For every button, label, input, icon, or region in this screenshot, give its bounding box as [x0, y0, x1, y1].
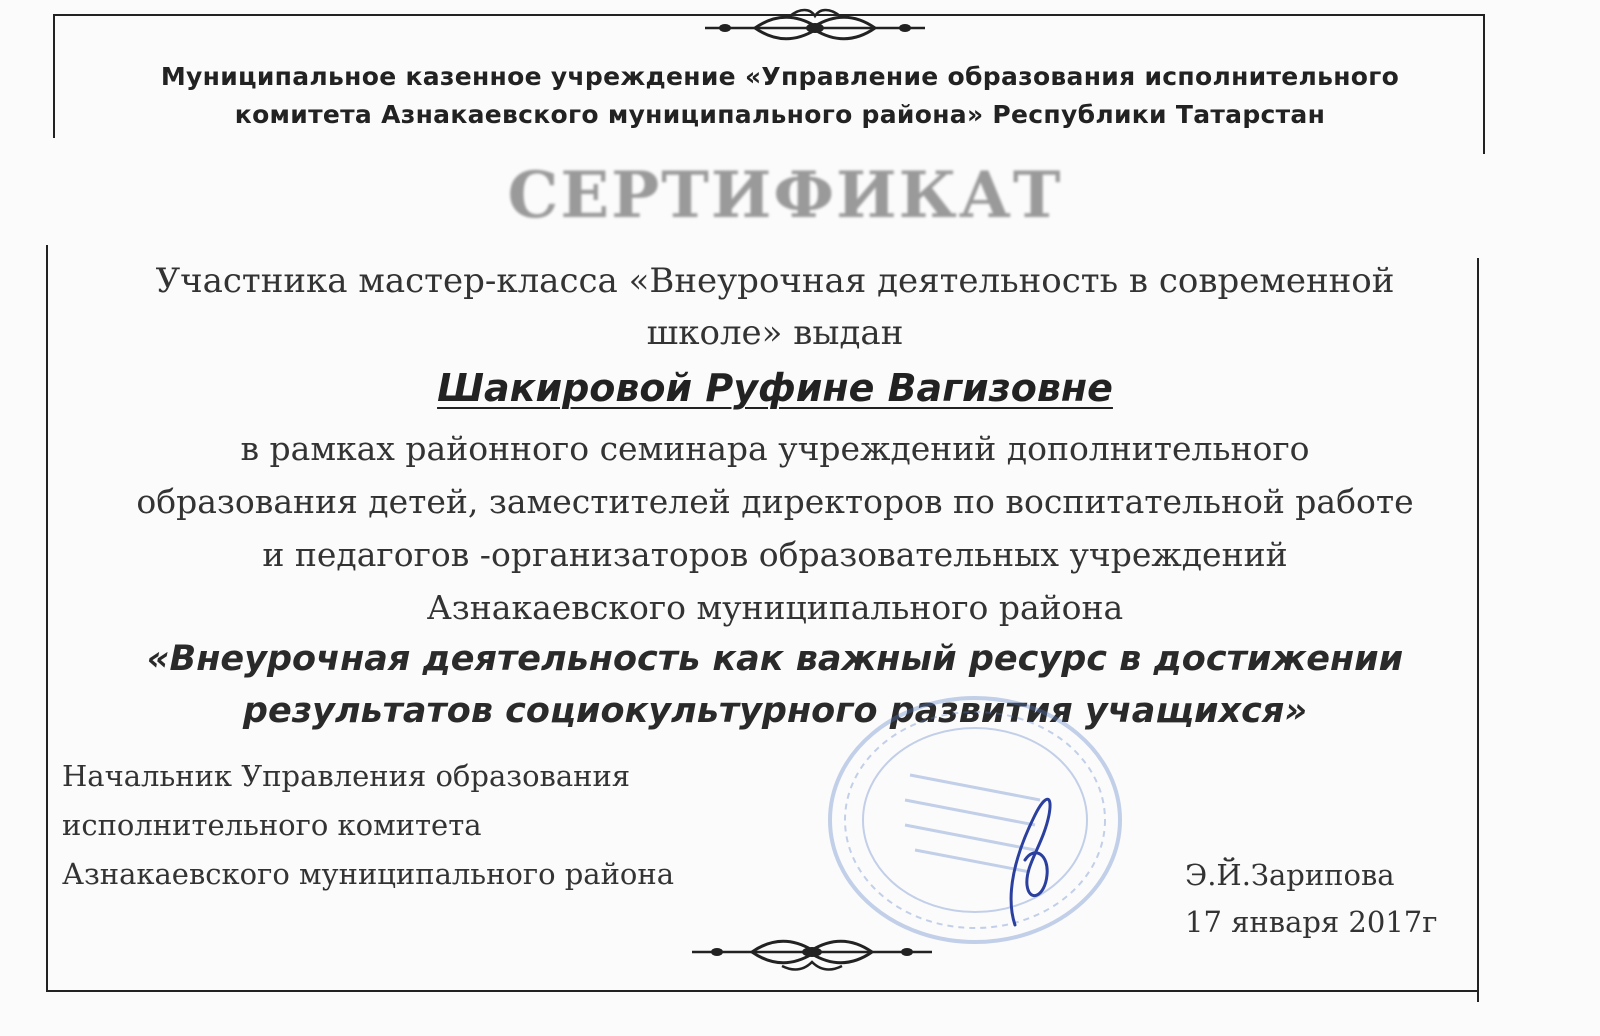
intro-line-2: школе» выдан [646, 313, 904, 353]
event-line-3: и педагогов -организаторов образовательных учреждений [262, 535, 1288, 574]
event-line-4: Азнакаевского муниципального района [426, 588, 1124, 627]
signatory-block [1185, 852, 1515, 946]
theme-line-2: результатов социокультурного развития учащихся» [242, 691, 1308, 731]
recipient-name [60, 360, 1490, 416]
signer-line-3: Азнакаевского муниципального района [62, 857, 675, 891]
intro-text [60, 255, 1490, 359]
seminar-theme [60, 633, 1490, 737]
frame-bottom-line [46, 990, 1479, 992]
certificate-title: СЕРТИФИКАТ [507, 158, 1063, 233]
signer-line-2: исполнительного комитета [62, 808, 482, 842]
issuer-header-line-2: комитета Азнакаевского муниципального района» Республики Татарстан [234, 100, 1326, 129]
signatory-name: Э.Й.Зарипова [1185, 858, 1395, 892]
intro-line-1: Участника мастер-класса «Внеурочная деятельность в современной [155, 261, 1395, 301]
event-description [60, 422, 1490, 634]
frame-left-lower-line [46, 245, 48, 990]
official-stamp [820, 690, 1130, 954]
theme-line-1: «Внеурочная деятельность как важный ресурс в достижении [146, 639, 1404, 679]
frame-left-upper-line [53, 14, 55, 138]
recipient-name-text: Шакировой Руфине Вагизовне [437, 366, 1113, 410]
signer-position [62, 752, 862, 899]
top-ornament [695, 6, 935, 50]
event-line-2: образования детей, заместителей директоров по воспитательной работе [136, 482, 1414, 521]
handwritten-signature [985, 785, 1075, 939]
issuer-header-line-1: Муниципальное казенное учреждение «Управление образования исполнительного [160, 62, 1400, 91]
issuer-header [60, 58, 1500, 134]
signer-line-1: Начальник Управления образования [62, 759, 631, 793]
issue-date: 17 января 2017г [1185, 905, 1438, 939]
event-line-1: в рамках районного семинара учреждений дополнительного [240, 429, 1310, 468]
